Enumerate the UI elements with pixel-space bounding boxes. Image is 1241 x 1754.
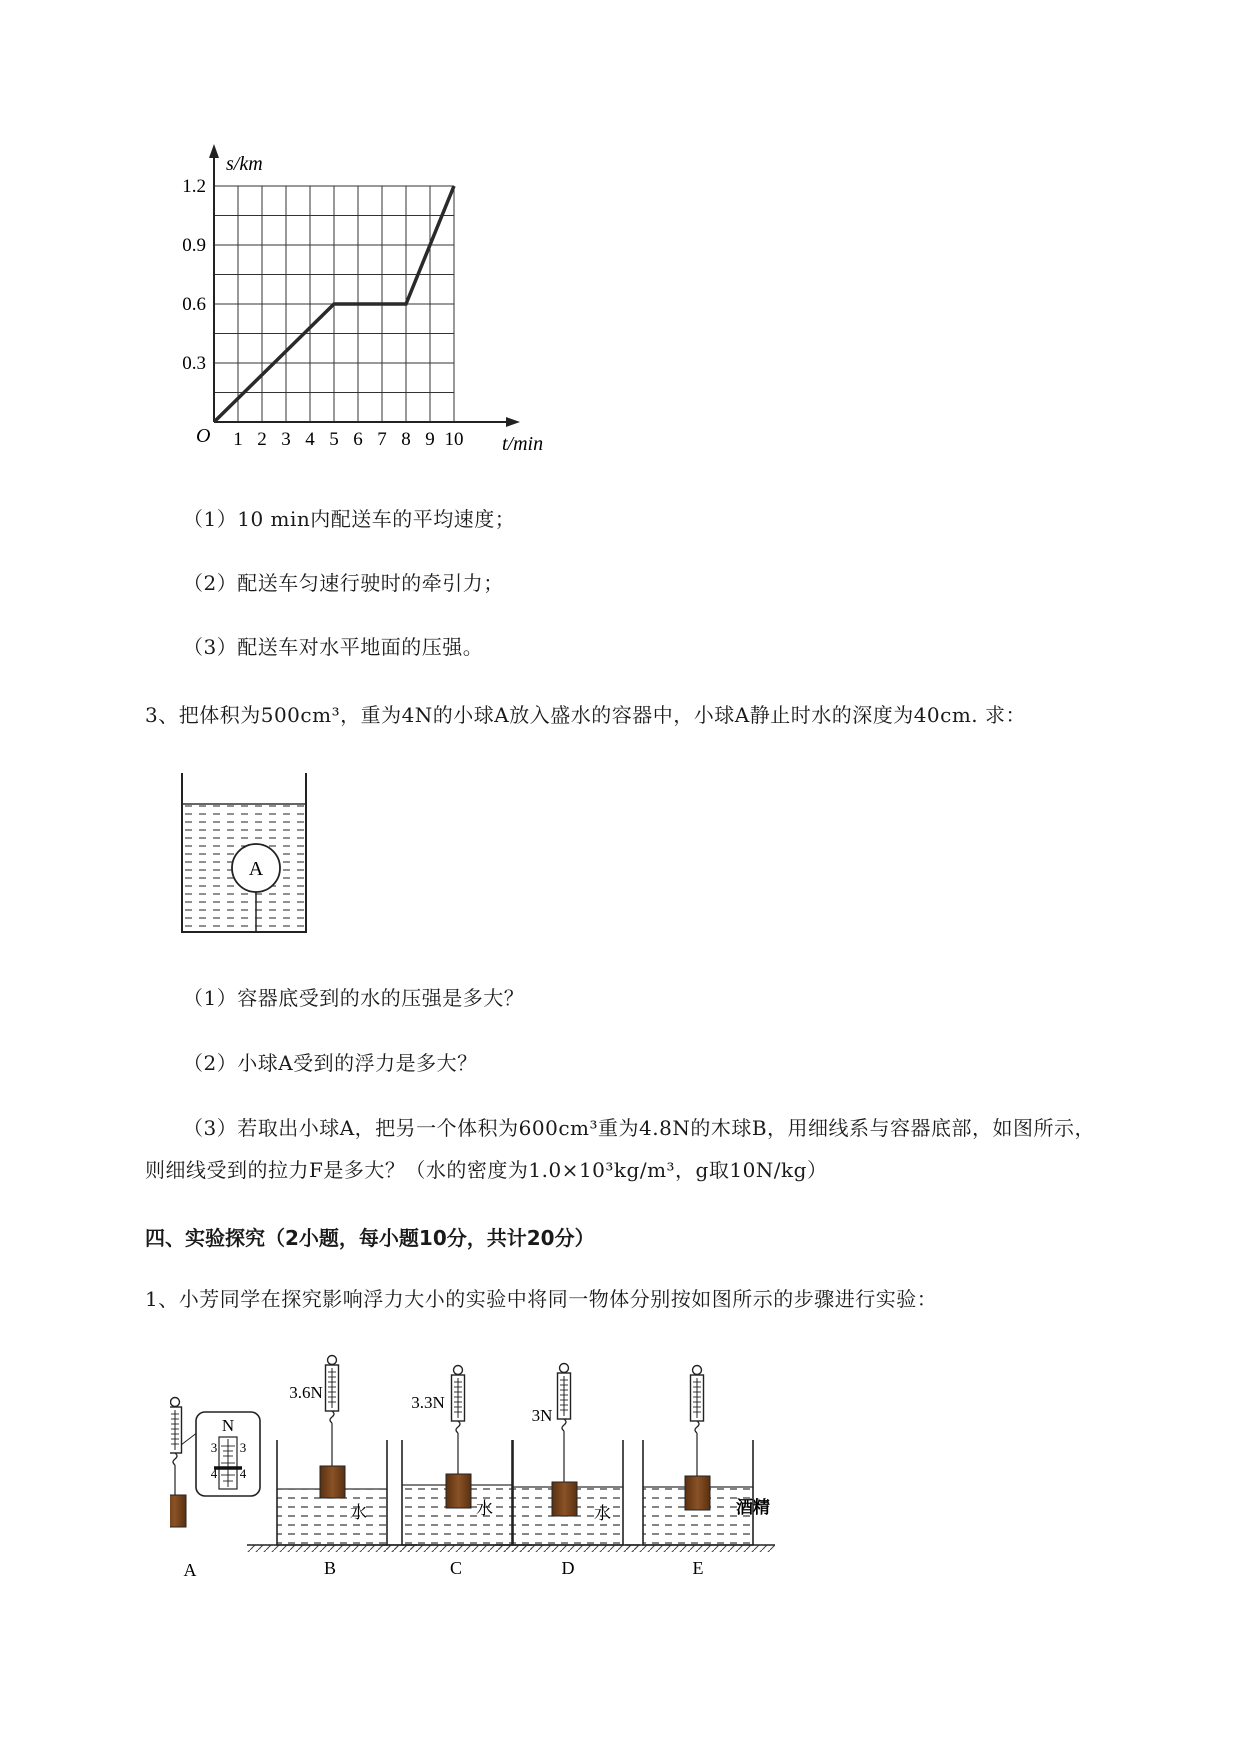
reading-b: 3.6N [289, 1383, 323, 1402]
wood-block [170, 1495, 186, 1527]
q3-part-3-line2: 则细线受到的拉力F是多大？（水的密度为1.0×10³kg/m³，g取10N/kg） [145, 1158, 828, 1182]
wood-block-e [685, 1476, 710, 1510]
liquid-label-e: 酒精 [736, 1498, 770, 1517]
y-tick-label: 0.9 [182, 235, 206, 256]
x-tick-label: 4 [305, 429, 315, 450]
q2-part-3: （3）配送车对水平地面的压强。 [183, 635, 484, 659]
x-tick-label: 8 [401, 429, 411, 450]
panel-label-a: A [183, 1560, 197, 1580]
y-tick-label: 0.6 [182, 294, 206, 315]
zoom-left-tick-3: 3 [210, 1440, 218, 1455]
wood-block-b [320, 1466, 345, 1498]
experiment-figure [170, 1350, 790, 1590]
panel-label-b: B [323, 1558, 337, 1578]
st-graph [170, 140, 570, 470]
section-4-title: 四、实验探究（2小题，每小题10分，共计20分） [145, 1226, 595, 1250]
x-tick-label: 10 [444, 429, 464, 450]
panel-a [170, 1398, 260, 1581]
q3-part-2: （2）小球A受到的浮力是多大？ [183, 1051, 478, 1075]
zoom-right-tick-3: 3 [239, 1440, 247, 1455]
y-tick-label: 1.2 [182, 176, 206, 197]
reading-d: 3N [531, 1406, 553, 1425]
reading-c: 3.3N [411, 1393, 445, 1412]
zoom-left-tick-4: 4 [210, 1466, 218, 1481]
q3-part-1: （1）容器底受到的水的压强是多大？ [183, 986, 525, 1010]
panel-label-e: E [692, 1558, 704, 1578]
y-axis-arrow [209, 144, 219, 158]
wood-block-d [552, 1482, 577, 1516]
liquid-label-d: 水 [594, 1504, 611, 1523]
ball-a-label: A [248, 858, 264, 880]
x-tick-label: 5 [329, 429, 339, 450]
x-axis-arrow [506, 417, 520, 427]
liquid-label-b: 水 [350, 1503, 367, 1522]
q3-part-3-line1: （3）若取出小球A，把另一个体积为600cm³重为4.8N的木球B，用细线系与容器底部，如图所示， [183, 1116, 1096, 1140]
s4-q1-stem: 1、小芳同学在探究影响浮力大小的实验中将同一物体分别按如图所示的步骤进行实验： [145, 1287, 938, 1311]
zoom-right-tick-4: 4 [239, 1466, 247, 1481]
q2-part-2: （2）配送车匀速行驶时的牵引力； [183, 571, 504, 595]
x-tick-label: 7 [377, 429, 387, 450]
x-tick-label: 3 [281, 429, 291, 450]
panel-label-d: D [561, 1558, 575, 1578]
x-tick-label: 2 [257, 429, 267, 450]
zoom-unit: N [221, 1416, 235, 1435]
x-tick-label: 6 [353, 429, 363, 450]
container-figure [170, 770, 330, 940]
y-axis-label: s/km [226, 153, 263, 175]
y-tick-label: 0.3 [182, 353, 206, 374]
q2-part-1: （1）10 min内配送车的平均速度； [183, 507, 516, 531]
x-axis-label: t/min [502, 433, 544, 455]
origin-label: O [196, 425, 211, 447]
wood-block-c [446, 1474, 471, 1508]
x-tick-label: 9 [425, 429, 435, 450]
panel-e [625, 1366, 775, 1579]
panel-d [495, 1364, 640, 1579]
liquid-label-c: 水 [476, 1499, 493, 1518]
x-tick-label: 1 [233, 429, 243, 450]
q3-stem: 3、把体积为500cm³，重为4N的小球A放入盛水的容器中，小球A静止时水的深度为40cm. 求： [145, 703, 1027, 727]
panel-label-c: C [449, 1558, 463, 1578]
